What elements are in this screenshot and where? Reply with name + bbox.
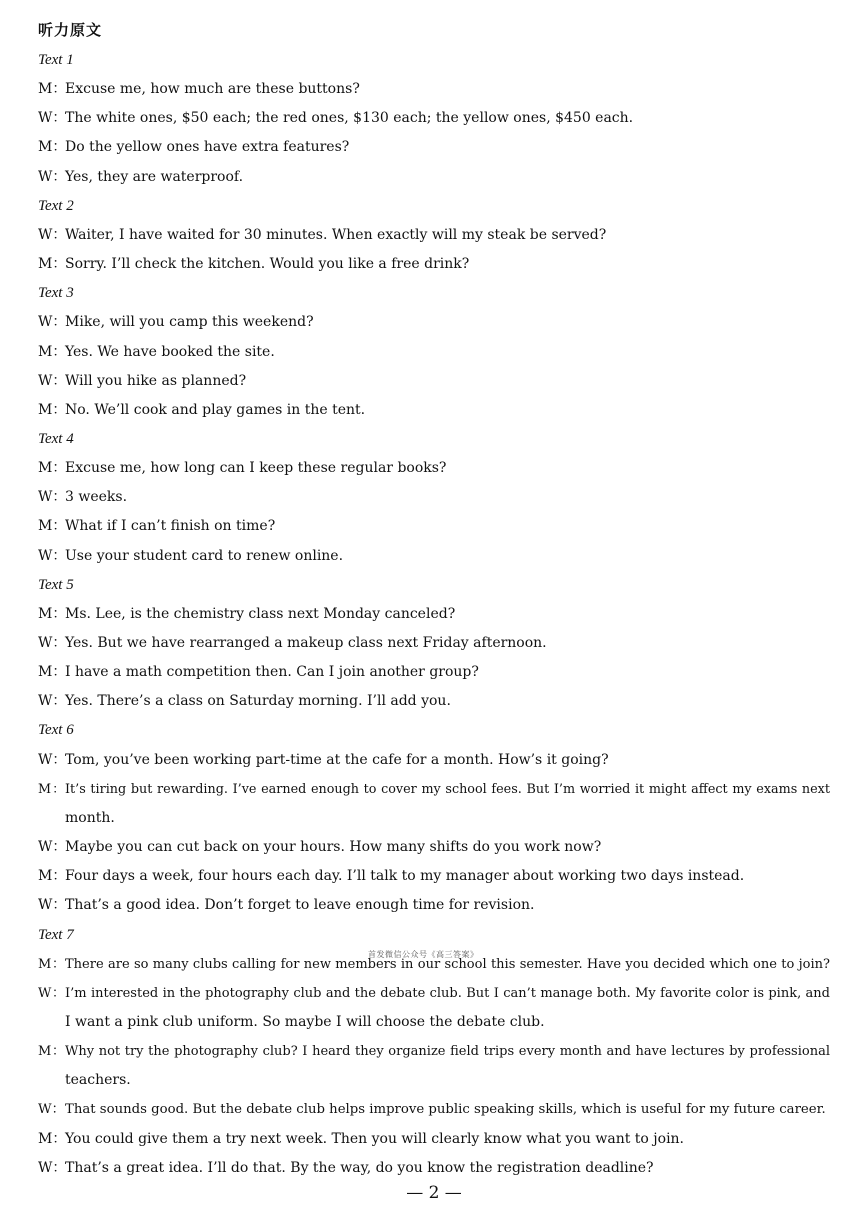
- speaker-label: W：: [38, 314, 67, 331]
- dialog-text: Yes. There’s a class on Saturday morning. I’ll add you.: [65, 693, 451, 710]
- dialog-text: I’m interested in the photography club and the debate club. But I can’t manage both. My favorite color is pink, and: [65, 985, 830, 1001]
- speaker-label: W：: [38, 226, 67, 243]
- dialog-text: Maybe you can cut back on your hours. How many shifts do you work now?: [65, 839, 602, 856]
- text-title: Text 4: [38, 430, 74, 447]
- dialog-line: [38, 687, 830, 716]
- speaker-label: M：: [38, 956, 65, 972]
- speaker-label: M：: [38, 343, 67, 360]
- dialog-text: Sorry. I’ll check the kitchen. Would you like a free drink?: [65, 256, 470, 273]
- speaker-label: M：: [38, 518, 67, 535]
- dialog-line: [38, 600, 830, 629]
- dialog-text: What if I can’t finish on time?: [65, 518, 276, 535]
- dialog-text: That’s a good idea. Don’t forget to leave enough time for revision.: [65, 897, 535, 914]
- dialog-line: [38, 104, 830, 133]
- speaker-label: M：: [38, 256, 67, 273]
- speaker-label: M：: [38, 460, 67, 477]
- speaker-label: W：: [38, 547, 67, 564]
- dialog-line: [38, 891, 830, 920]
- dialog-text: Excuse me, how much are these buttons?: [65, 81, 360, 98]
- dialog-line: [38, 1125, 830, 1154]
- watermark: 首发微信公众号《高三答案》: [368, 950, 479, 959]
- speaker-label: W：: [38, 489, 67, 506]
- speaker-label: W：: [38, 693, 67, 710]
- dialog-line: [38, 775, 830, 804]
- dialog-line: [38, 1154, 830, 1183]
- dialog-line: [38, 1037, 830, 1066]
- dialog-text: No. We’ll cook and play games in the tent.: [65, 401, 366, 418]
- dialog-line: [38, 250, 830, 279]
- dialog-text: Why not try the photography club? I heard they organize field trips every month and have lectures by professional: [65, 1044, 830, 1060]
- dialog-text: Tom, you’ve been working part-time at the cafe for a month. How’s it going?: [65, 751, 609, 768]
- speaker-label: M：: [38, 81, 67, 98]
- dialog-line: [38, 221, 830, 250]
- dialog-text: Waiter, I have waited for 30 minutes. When exactly will my steak be served?: [65, 226, 607, 243]
- speaker-label: W：: [38, 110, 67, 127]
- speaker-label: W：: [38, 751, 67, 768]
- speaker-label: W：: [38, 1102, 65, 1118]
- dialog-text: I have a math competition then. Can I join another group?: [65, 664, 479, 681]
- dialog-line: [38, 512, 830, 541]
- dialog-text: You could give them a try next week. Then you will clearly know what you want to join.: [65, 1130, 685, 1147]
- dialog-text: There are so many clubs calling for new members in our school this semester. Have you decided which one to join?: [65, 956, 830, 972]
- dialog-text: Yes. But we have rearranged a makeup class next Friday afternoon.: [65, 635, 547, 651]
- dialog-line: [38, 396, 830, 425]
- speaker-label: M：: [38, 1130, 67, 1147]
- speaker-label: W：: [38, 635, 67, 651]
- dialog-line: [38, 629, 830, 658]
- dialog-continuation: month.: [65, 809, 115, 826]
- dialog-line: [38, 75, 830, 104]
- speaker-label: W：: [38, 372, 67, 389]
- dialog-line: [38, 483, 830, 512]
- speaker-label: M：: [38, 781, 65, 797]
- dialog-text: Will you hike as planned?: [65, 372, 247, 389]
- speaker-label: M：: [38, 139, 67, 156]
- dialog-text: Four days a week, four hours each day. I’ll talk to my manager about working two days instead.: [65, 868, 745, 885]
- text-title: Text 2: [38, 197, 74, 214]
- speaker-label: M：: [38, 401, 67, 418]
- dialog-line: [38, 746, 830, 775]
- dialog-text: It’s tiring but rewarding. I’ve earned enough to cover my school fees. But I’m worried it might affect my exams next: [65, 781, 830, 797]
- text-title: Text 1: [38, 52, 74, 68]
- dialog-line: [38, 862, 830, 891]
- dialog-text: That’s a great idea. I’ll do that. By the way, do you know the registration deadline?: [65, 1159, 654, 1176]
- dialog-text: That sounds good. But the debate club helps improve public speaking skills, which is useful for my future career.: [65, 1102, 826, 1118]
- speaker-label: M：: [38, 1044, 65, 1060]
- dialog-line: [38, 308, 830, 337]
- speaker-label: W：: [38, 1159, 67, 1176]
- dialog-text: Excuse me, how long can I keep these regular books?: [65, 460, 447, 477]
- dialog-line: [38, 542, 830, 571]
- speaker-label: M：: [38, 664, 67, 681]
- dialog-line: [38, 833, 830, 862]
- speaker-label: M：: [38, 868, 67, 885]
- dialog-line: [38, 338, 830, 367]
- dialog-line: [38, 454, 830, 483]
- text-title: Text 6: [38, 722, 74, 739]
- dialog-text: Yes, they are waterproof.: [65, 168, 244, 185]
- speaker-label: W：: [38, 897, 67, 914]
- speaker-label: W：: [38, 985, 65, 1001]
- speaker-label: M：: [38, 605, 67, 622]
- page-number: — 2 —: [406, 1183, 462, 1203]
- page-heading: 听力原文: [38, 21, 103, 39]
- text-title: Text 7: [38, 926, 74, 943]
- dialog-line: [38, 367, 830, 396]
- dialog-continuation: teachers.: [65, 1072, 131, 1089]
- dialog-text: Do the yellow ones have extra features?: [65, 139, 350, 156]
- dialog-line: [38, 163, 830, 192]
- speaker-label: W：: [38, 839, 67, 856]
- dialog-text: Mike, will you camp this weekend?: [65, 314, 314, 331]
- dialog-continuation: I want a pink club uniform. So maybe I will choose the debate club.: [65, 1013, 545, 1030]
- speaker-label: W：: [38, 168, 67, 185]
- text-title: Text 5: [38, 576, 74, 593]
- dialog-line: [38, 133, 830, 162]
- dialog-line: [38, 1095, 830, 1124]
- dialog-text: Yes. We have booked the site.: [65, 343, 275, 360]
- dialog-text: Use your student card to renew online.: [65, 547, 344, 564]
- dialog-text: Ms. Lee, is the chemistry class next Monday canceled?: [65, 605, 456, 622]
- text-title: Text 3: [38, 285, 74, 302]
- dialog-line: [38, 979, 830, 1008]
- dialog-line: [38, 658, 830, 687]
- dialog-text: 3 weeks.: [65, 489, 128, 506]
- dialog-text: The white ones, $50 each; the red ones, $130 each; the yellow ones, $450 each.: [65, 110, 634, 127]
